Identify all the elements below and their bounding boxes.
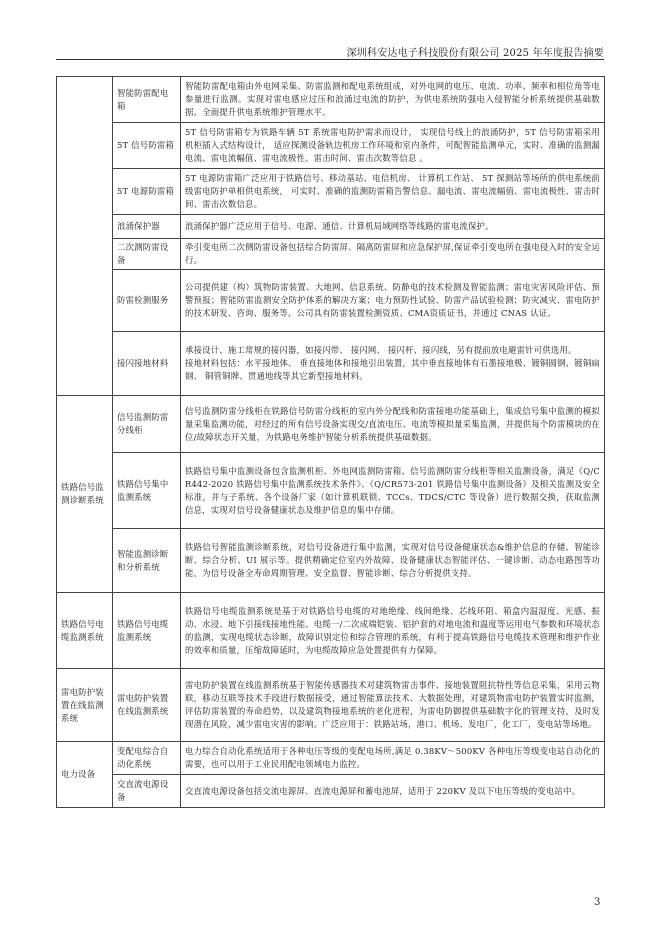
product-name-cell: 智能监测诊断和分析系统 <box>113 529 181 593</box>
table-row <box>57 169 605 215</box>
product-name-cell: 二次测防雷设备 <box>113 239 181 270</box>
product-name-cell: 5T 电源防雷箱 <box>113 169 181 215</box>
product-description-cell: 电力综合自动化系统适用于各种电压等级的变配电场所,满足 0.38KV～500KV 各种电压等级变电站自动化的需要，也可以用于工业民用配电领域电力监控。 <box>181 742 605 775</box>
category-cell: 铁路信号电缆监测系统 <box>57 593 113 669</box>
product-name-cell: 信号监测防雷分线柜 <box>113 396 181 453</box>
product-name-cell: 防雷检测服务 <box>113 270 181 332</box>
header-divider <box>56 59 604 60</box>
category-cell: 雷电防护装置在线监测系统 <box>57 669 113 742</box>
table-row <box>57 742 605 775</box>
report-header: 深圳科安达电子科技股份有限公司 2025 年年度报告摘要 <box>346 48 604 59</box>
product-description-cell: 交直流电源设备包括交流电源屏、直流电源屏和蓄电池屏，适用于 220KV 及以下电压等级的变电站中。 <box>181 775 605 808</box>
product-description-cell: 铁路信号智能监测诊断系统，对信号设备进行集中监测，实现对信号设备健康状态&维护信息的存储、智能诊断、综合分析、UI 展示等。提供精确定位室内外故障、设备健康状态智能评估、一键诊断、动态电路图等功能，为信号设备全寿命周期管理、安全监督、智能诊断、综合分析提供支持。 <box>181 529 605 593</box>
product-name-cell: 接闪接地材料 <box>113 332 181 396</box>
product-name-cell: 变配电综合自动化系统 <box>113 742 181 775</box>
product-description-cell: 信号监测防雷分线柜在铁路信号防雷分线柜的室内外分配线和防雷接地功能基础上，集成信号集中监测的模拟量采集监测功能，对经过的所有信号设备实现交/直流电压、电流等模拟量采集监测，并提供每个防雷模块的在位/故障状态开关量，为铁路电务维护智能分析系统提供基础数据。 <box>181 396 605 453</box>
table-row <box>57 396 605 453</box>
product-table <box>56 76 605 808</box>
table-row <box>57 215 605 239</box>
table-row <box>57 775 605 808</box>
product-description-cell: 牵引变电所二次侧防雷设备包括综合防雷屏、隔离防雷屏和应急保护屏,保证牵引变电所在强电侵入时的安全运行。 <box>181 239 605 270</box>
product-description-cell: 5T 信号防雷箱专为铁路车辆 5T 系统雷电防护需求而设计， 实现信号线上的浪涌防护，5T 信号防雷箱采用机柜插入式结构设计， 适应探测设备轨边机房工作环境和室内条件，可配智能监测单元，实时、准确的监测漏电流、雷电流幅值、雷电流极性、雷击时间、雷击次数等信息 。 <box>181 123 605 169</box>
product-name-cell: 浪涌保护器 <box>113 215 181 239</box>
product-description-cell: 智能防雷配电箱由外电网采集、防雷监测和配电系统组成，对外电网的电压、电流、功率、频率和相位角等电参量进行监测。实现对雷电感应过压和浪涌过电流的防护，为供电系统防强电入侵智能分析系统提供基础数据。全面提升供电系统维护管理水平。 <box>181 77 605 123</box>
table-row <box>57 77 605 123</box>
product-name-cell: 5T 信号防雷箱 <box>113 123 181 169</box>
page-number-text: 3 <box>594 897 601 908</box>
product-name-cell: 智能防雷配电箱 <box>113 77 181 123</box>
category-cell: 电力设备 <box>57 742 113 808</box>
product-description-cell: 浪涌保护器广泛应用于信号、电源、通信、计算机局域网络等线路的雷电流保护。 <box>181 215 605 239</box>
product-name-cell: 铁路信号电缆监测系统 <box>113 593 181 669</box>
category-cell <box>57 77 113 396</box>
table-row <box>57 270 605 332</box>
product-description-cell: 铁路信号集中监测设备包含监测机柜、外电网监测防雷箱、信号监测防雷分线柜等相关监测设备，满足《Q/CR442-2020 铁路信号集中监测系统技术条件》、《Q/CR573-201 铁路信号集中监测设备》及相关监测及安全标准，并与子系统、各个设备厂家（如计算机联锁、TCCs、TDCS/CTC 等设备）进行数据交换，获取监测信息，实现对信号设备健康状态及维护信息的集中存储。 <box>181 453 605 529</box>
product-name-cell: 交直流电源设备 <box>113 775 181 808</box>
table-row <box>57 529 605 593</box>
table-row <box>57 123 605 169</box>
product-description-cell: 雷电防护装置在线监测系统基于智能传感器技术对建筑物雷击事件、接地装置阻抗特性等信息采集，采用云物联，移动互联等技术手段进行数据接受，通过智能算法技术、大数据处理，对建筑物雷电防护装置实时监测，评估防雷装置的寿命趋势，以及建筑物接地系统的老化进程，为雷电防御提供基础数字化的管理支持，及时发现潜在风险，减少雷电灾害的影响。广泛应用于：铁路站场，港口、机场、发电厂，化工厂，变电站等场地。 <box>181 669 605 742</box>
product-name-cell: 雷电防护装置在线监测系统 <box>113 669 181 742</box>
product-description-cell: 铁路信号电缆监测系统是基于对铁路信号电缆的对地绝缘、线间绝缘、芯线环阻、箱盒内温湿度、光感、振动、水浸、地下引接线接地性能、电缆一/二次成端铠装、铝护套的对地电流和温度等运用电气参数和环境状态的监测，实现电缆状态诊断，故障识别定位和综合管理的系统，有利于提高铁路信号电缆技术管理和维护作业的效率和质量，压缩故障延时，为电缆故障应急处置提供有力保障。 <box>181 593 605 669</box>
product-description-cell: 公司提供建（构）筑物防雷装置、大地网、信息系统、防静电的技术检测及智能监测；雷电灾害风险评估、预警预报；智能防雷监测安全防护体系的解决方案；电力预防性试验、防雷产品试验检测；防灾减灾、雷电防护的技术研发、咨询、服务等。公司具有防雷装置检测资质、CMA资质证书，并通过 CNAS 认证。 <box>181 270 605 332</box>
category-cell: 铁路信号监测诊断系统 <box>57 396 113 593</box>
table-row <box>57 453 605 529</box>
table-row <box>57 332 605 396</box>
table-row <box>57 239 605 270</box>
product-description-cell: 5T 电源防雷箱广泛应用于铁路信号、移动基站、电信机房、 计算机工作站、 5T 探测站等场所的供电系统前级雷电防护单相供电系统， 可实时、准确的监测防雷箱告警信息、漏电流、雷电流幅值、雷电流极性、雷击时间、雷击次数信息。 <box>181 169 605 215</box>
product-description-cell: 承接设计、施工常规的接闪器，如接闪带、 接闪网、 接闪杆、接闪线，另有提前放电避雷针可供选用。 接地材料包括：水平接地体、 垂直接地体和接地引出装置，其中垂直接地体有石墨接地极、镀铜圆钢、镀铜扁钢、 铜管铜牌、贯通地线等其它新型接地材料。 <box>181 332 605 396</box>
product-name-cell: 铁路信号集中监测系统 <box>113 453 181 529</box>
table-row <box>57 593 605 669</box>
table-row <box>57 669 605 742</box>
